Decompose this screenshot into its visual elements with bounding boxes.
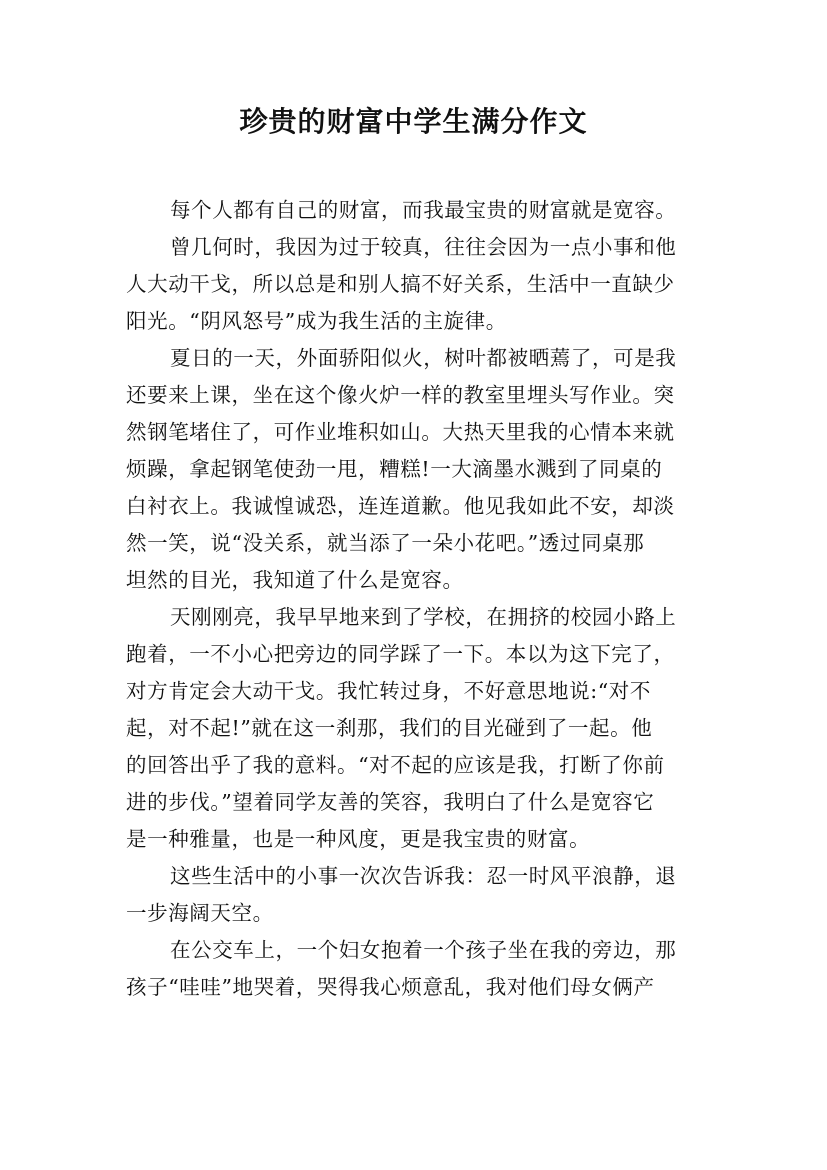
text-line: 的回答出乎了我的意料。“对不起的应该是我，打断了你前 [126, 753, 665, 777]
text-line: 还要来上课，坐在这个像火炉一样的教室里埋头写作业。突 [126, 383, 675, 407]
text-line: 白衬衣上。我诚惶诚恐，连连道歉。他见我如此不安，却淡 [126, 494, 675, 518]
text-line: 起，对不起!”就在这一刹那，我们的目光碰到了一起。他 [126, 716, 653, 740]
text-line: 每个人都有自己的财富，而我最宝贵的财富就是宽容。 [170, 198, 677, 222]
text-line: 人大动干戈，所以总是和别人搞不好关系，生活中一直缺少 [126, 272, 675, 296]
text-line: 天刚刚亮，我早早地来到了学校，在拥挤的校园小路上 [170, 605, 677, 629]
text-line: 是一种雅量，也是一种风度，更是我宝贵的财富。 [126, 827, 591, 851]
text-line: 跑着，一不小心把旁边的同学踩了一下。本以为这下完了， [126, 642, 675, 666]
text-line: 夏日的一天，外面骄阳似火，树叶都被晒蔫了，可是我 [170, 346, 677, 370]
essay-body [126, 192, 711, 1006]
text-line: 孩子“哇哇”地哭着，哭得我心烦意乱，我对他们母女俩产 [126, 975, 655, 999]
text-line: 在公交车上，一个妇女抱着一个孩子坐在我的旁边，那 [170, 938, 677, 962]
page-title: 珍贵的财富中学生满分作文 [239, 105, 588, 138]
text-line: 阳光。“阴风怒号”成为我生活的主旋律。 [126, 309, 507, 333]
text-line: 进的步伐。”望着同学友善的笑容，我明白了什么是宽容它 [126, 790, 655, 814]
text-line: 然一笑，说“没关系，就当添了一朵小花吧。”透过同桌那 [126, 531, 645, 555]
text-line: 坦然的目光，我知道了什么是宽容。 [126, 568, 464, 592]
text-line: 一步海阔天空。 [126, 901, 274, 925]
text-line: 曾几何时，我因为过于较真，往往会因为一点小事和他 [170, 235, 677, 259]
text-line: 对方肯定会大动干戈。我忙转过身，不好意思地说:“对不 [126, 679, 651, 703]
text-line: 这些生活中的小事一次次告诉我：忍一时风平浪静，退 [170, 864, 677, 888]
text-line: 烦躁，拿起钢笔使劲一甩，糟糕!一大滴墨水溅到了同桌的 [126, 457, 663, 481]
text-line: 然钢笔堵住了，可作业堆积如山。大热天里我的心情本来就 [126, 420, 675, 444]
